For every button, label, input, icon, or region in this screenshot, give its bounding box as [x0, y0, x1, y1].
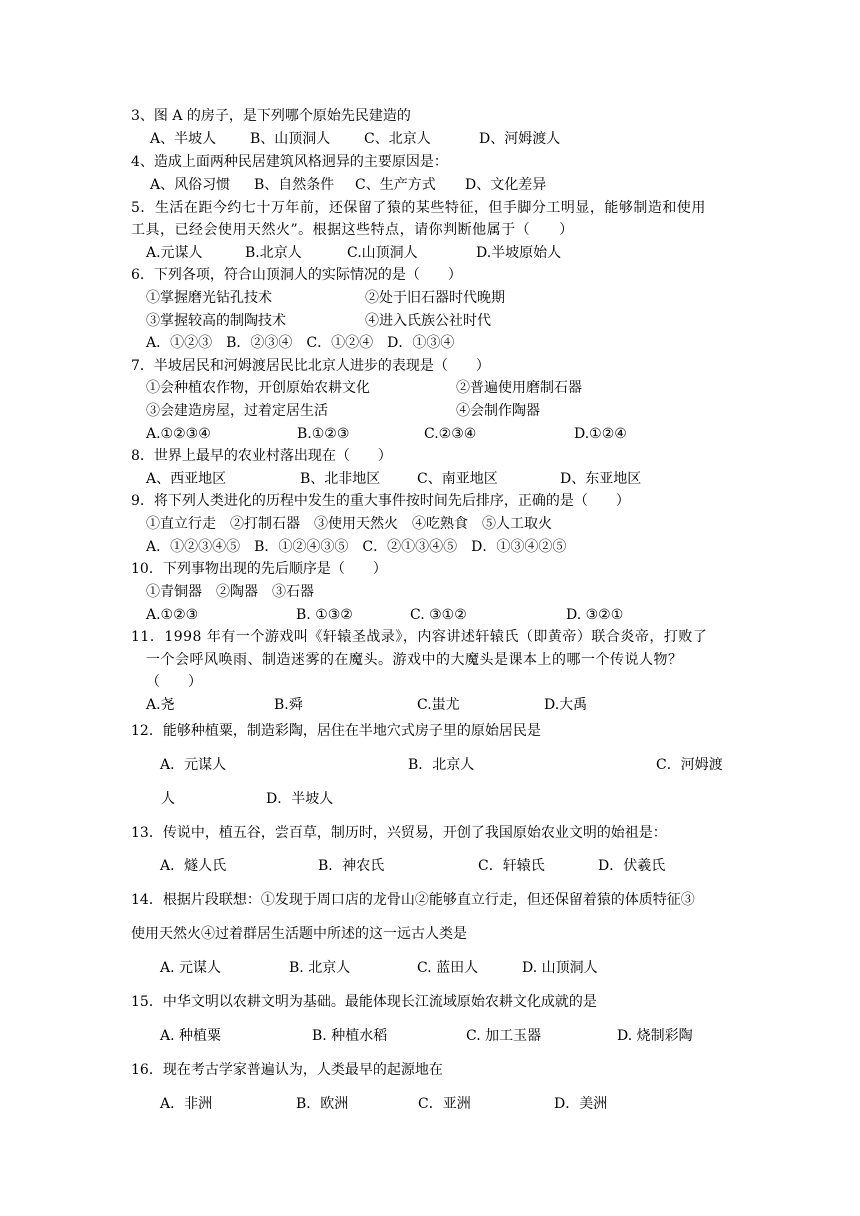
question-11-line-2: 一个会呼风唤雨、制造迷雾的在魔头。游戏中的大魔头是课本上的哪一个传说人物？	[146, 652, 683, 668]
q16-option-b: B．欧洲	[296, 1096, 349, 1112]
q5-option-a: A.元谋人	[146, 245, 203, 261]
question-4: 4、造成上面两种民居建筑风格迥异的主要原因是：	[131, 154, 448, 170]
q9-items: ①直立行走 ②打制石器 ③使用天然火 ④吃熟食 ⑤人工取火	[146, 516, 552, 532]
q13-option-d: D．伏羲氏	[598, 858, 666, 874]
question-5-line-2: 工具，已经会使用天然火”。根据这些特点，请你判断他属于（ ）	[131, 222, 574, 238]
q6-item-1: ①掌握磨光钻孔技术	[146, 290, 272, 306]
q12-option-d: D．半坡人	[266, 791, 334, 807]
q14-option-d: D. 山顶洞人	[522, 960, 598, 976]
question-13: 13．传说中，植五谷，尝百草，制历时，兴贸易，开创了我国原始农业文明的始祖是：	[131, 825, 667, 841]
q7-option-c: C.②③④	[424, 426, 477, 442]
q8-option-d: D、东亚地区	[560, 471, 642, 487]
q7-item-2: ②普遍使用磨制石器	[456, 380, 582, 396]
q6-item-2: ②处于旧石器时代晚期	[365, 290, 505, 306]
q6-item-3: ③掌握较高的制陶技术	[146, 313, 286, 329]
q6-item-4: ④进入氏族公社时代	[365, 313, 491, 329]
q8-option-c: C、南亚地区	[417, 471, 498, 487]
q3-option-b: B、山顶洞人	[250, 131, 331, 147]
q16-option-a: A．非洲	[160, 1096, 213, 1112]
q3-option-c: C、北京人	[364, 131, 431, 147]
q4-option-d: D、文化差异	[465, 177, 547, 193]
q10-option-b: B. ①③②	[296, 607, 353, 623]
question-12: 12．能够种植粟，制造彩陶，居住在半地穴式房子里的原始居民是	[131, 723, 541, 739]
q7-option-b: B.①②③	[297, 426, 350, 442]
q11-option-b: B.舜	[274, 697, 303, 713]
q16-option-c: C．亚洲	[418, 1096, 471, 1112]
q7-item-4: ④会制作陶器	[456, 403, 540, 419]
q3-option-a: A、半坡人	[150, 131, 217, 147]
q15-option-d: D. 烧制彩陶	[617, 1028, 693, 1044]
q14-option-a: A. 元谋人	[160, 960, 222, 976]
question-7: 7．半坡居民和河姆渡居民比北京人进步的表现是（ ）	[131, 358, 490, 374]
q12-option-a: A．元谋人	[160, 757, 227, 773]
question-10: 10．下列事物出现的先后顺序是（ ）	[131, 561, 387, 577]
q11-option-c: C.蚩尤	[417, 697, 460, 713]
q11-option-a: A.尧	[146, 697, 175, 713]
q13-option-a: A．燧人氏	[160, 858, 227, 874]
q14-option-b: B. 北京人	[289, 960, 351, 976]
question-9: 9．将下列人类进化的历程中发生的重大事件按时间先后排序，正确的是（ ）	[131, 493, 630, 509]
q10-option-a: A.①②③	[146, 607, 199, 623]
q15-option-b: B. 种植水稻	[312, 1028, 388, 1044]
q6-options: A．①②③ B．②③④ C．①②④ D．①③④	[146, 335, 455, 351]
q4-option-b: B、自然条件	[254, 177, 335, 193]
q13-option-c: C．轩辕氏	[478, 858, 545, 874]
question-11-line-3: （ ）	[146, 674, 202, 690]
q15-option-a: A. 种植粟	[160, 1028, 222, 1044]
question-5-line-1: 5．生活在距今约七十万年前，还保留了猿的某些特征，但手脚分工明显，能够制造和使用	[131, 200, 706, 216]
q9-options: A．①②③④⑤ B．①②④③⑤ C．②①③④⑤ D．①③④②⑤	[146, 539, 567, 555]
q13-option-b: B．神农氏	[318, 858, 385, 874]
q7-item-1: ①会种植农作物，开创原始农耕文化	[146, 380, 370, 396]
q5-option-b: B.北京人	[245, 245, 302, 261]
question-16: 16．现在考古学家普遍认为，人类最早的起源地在	[131, 1062, 443, 1078]
question-8: 8．世界上最早的农业村落出现在（ ）	[131, 448, 392, 464]
q4-option-c: C、生产方式	[355, 177, 436, 193]
q4-option-a: A、风俗习惯	[150, 177, 231, 193]
q5-option-d: D.半坡原始人	[476, 245, 562, 261]
q12-option-b: B．北京人	[408, 757, 475, 773]
question-14-line-2: 使用天然火④过着群居生活题中所述的这一远古人类是	[131, 926, 467, 942]
q3-option-d: D、河姆渡人	[479, 131, 561, 147]
q15-option-c: C. 加工玉器	[466, 1028, 542, 1044]
question-3: 3、图 A 的房子，是下列哪个原始先民建造的	[131, 108, 411, 124]
q16-option-d: D．美洲	[554, 1096, 608, 1112]
q11-option-d: D.大禹	[544, 697, 588, 713]
q10-option-d: D. ③②①	[566, 607, 624, 623]
q8-option-a: A、西亚地区	[146, 471, 227, 487]
q12-option-c-wrap: 人	[161, 791, 175, 807]
q7-option-d: D.①②④	[574, 426, 627, 442]
q5-option-c: C.山顶洞人	[347, 245, 418, 261]
question-11-line-1: 11．1998 年有一个游戏叫《轩辕圣战录》，内容讲述轩辕氏（即黄帝）联合炎帝，打败了	[131, 629, 708, 645]
q12-option-c: C．河姆渡	[656, 757, 723, 773]
question-6: 6．下列各项，符合山顶洞人的实际情况的是（ ）	[131, 267, 462, 283]
question-15: 15．中华文明以农耕文明为基础。最能体现长江流域原始农耕文化成就的是	[131, 994, 597, 1010]
q8-option-b: B、北非地区	[300, 471, 381, 487]
q14-option-c: C. 蓝田人	[417, 960, 479, 976]
question-14-line-1: 14．根据片段联想：①发现于周口店的龙骨山②能够直立行走，但还保留着猿的体质特征③	[131, 892, 695, 908]
q10-items: ①青铜器 ②陶器 ③石器	[146, 584, 314, 600]
q7-item-3: ③会建造房屋，过着定居生活	[146, 403, 328, 419]
q10-option-c: C. ③①②	[410, 607, 467, 623]
q7-option-a: A.①②③④	[146, 426, 211, 442]
